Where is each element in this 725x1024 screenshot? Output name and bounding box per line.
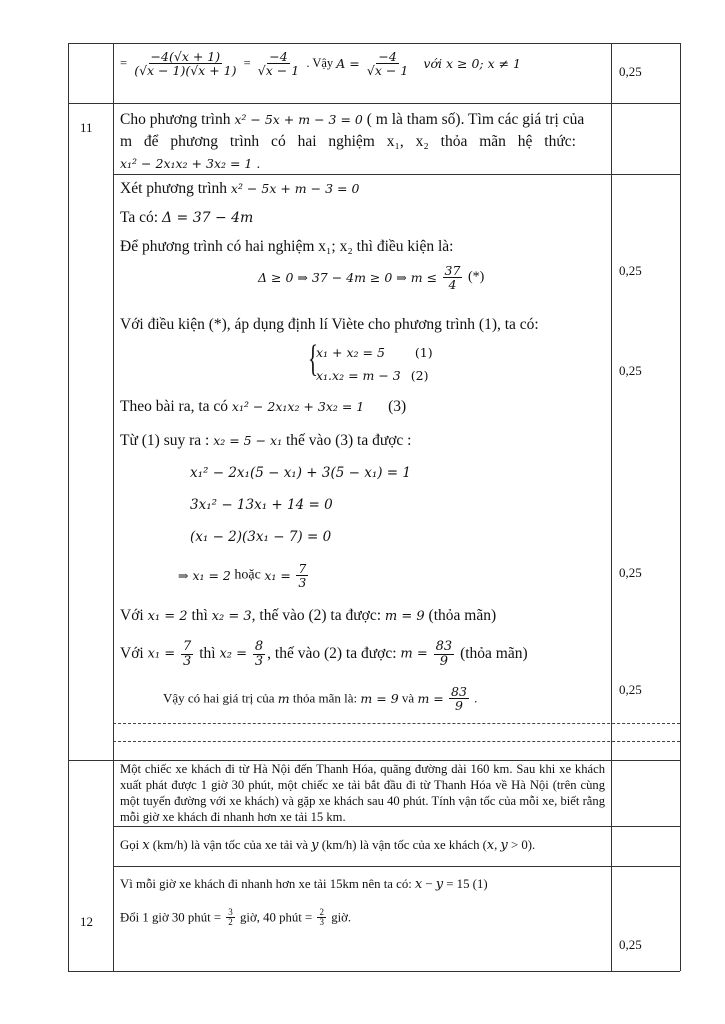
row11-score-4: 0,25 — [619, 682, 642, 697]
row10-bottom-border — [68, 103, 680, 104]
sol-line5: Theo bài ra, ta có x₁² − 2x₁x₂ + 3x₂ = 1 (3) — [120, 398, 407, 415]
row10-equation: = $\frac{-4(√x + 1)}{(√x - 1)(√x + 1)}$ = $\frac{-4}{√x - 1}$ . Vậy A = $\frac{-4}{√x - 1}$ với x ≥ 0; x ≠ 1 — [120, 49, 522, 79]
table-left-border — [68, 43, 69, 971]
step-2: 3x₁² − 13x₁ + 14 = 0 — [190, 497, 333, 513]
table-bottom-border — [68, 971, 680, 972]
row12-score: 0,25 — [619, 937, 642, 952]
sol-line6: Từ (1) suy ra : x₂ = 5 − x₁ thế vào (3) ta được : — [120, 432, 412, 449]
row12-sol-3: Đổi 1 giờ 30 phút = $\frac{3}{2}$ giờ, 40 phút = $\frac{2}{3}$ giờ. — [120, 907, 352, 928]
row11-score-3: 0,25 — [619, 565, 642, 580]
table-col-divider-2 — [611, 43, 612, 971]
row12-problem: Một chiếc xe khách đi từ Hà Nội đến Thanh Hóa, quãng đường dài 160 km. Sau khi xe khách xuất phát được 1 giờ 30 phút, một chiếc xe tải bắt đầu đi từ Thanh Hóa về Hà Nội (trên cùng một tuyến đường với xe khách) và gặp xe khách sau 40 phút. Tính vận tốc của mỗi xe, biết rằng mỗi giờ xe khách đi nhanh hơn xe tải 15 km. — [120, 762, 605, 824]
row12-problem-divider — [113, 826, 680, 827]
system-brace: { — [308, 338, 319, 380]
row11-score-2: 0,25 — [619, 363, 642, 378]
row11-score-1: 0,25 — [619, 263, 642, 278]
final-answer: Vậy có hai giá trị của m thỏa mãn là: m = 9 và m = $\frac{83}{9}$ . — [163, 684, 478, 714]
row12-number: 12 — [80, 914, 93, 929]
row11-number: 11 — [80, 120, 93, 135]
step-3: (x₁ − 2)(3x₁ − 7) = 0 — [190, 529, 332, 545]
system-eq2: x₁.x₂ = m − 3 (2) — [316, 368, 429, 383]
row11-problem-line3: x₁² − 2x₁x₂ + 3x₂ = 1 . — [120, 156, 261, 171]
row11-problem-divider — [113, 174, 680, 175]
row11-dash-divider-2 — [113, 741, 680, 742]
table-right-border — [680, 43, 681, 971]
case-2: Với x₁ = $\frac{7}{3}$ thì x₂ = $\frac{8}{3}$ , thế vào (2) ta được: m = $\frac{83}{9}$ (thỏa mãn) — [120, 639, 528, 669]
sol-line4: Với điều kiện (*), áp dụng định lí Viète cho phương trình (1), ta có: — [120, 316, 539, 333]
sol-condition: Δ ≥ 0 ⇒ 37 − 4m ≥ 0 ⇒ m ≤ $\frac{37}{4}$ (*) — [258, 263, 485, 293]
table-top-border — [68, 43, 680, 44]
row10-score: 0,25 — [619, 64, 642, 79]
sol-line3: Để phương trình có hai nghiệm x₁; x₂ thì điều kiện là: — [120, 238, 454, 255]
row11-problem-line2: m để phương trình có hai nghiệm x₁, x₂ thỏa mãn hệ thức: — [120, 133, 576, 150]
case-1: Với x₁ = 2 thì x₂ = 3, thế vào (2) ta được: m = 9 (thỏa mãn) — [120, 607, 497, 624]
row11-problem-line1: Cho phương trình x² − 5x + m − 3 = 0 ( m là tham số). Tìm các giá trị của — [120, 111, 585, 128]
sol-line2: Ta có: Δ = 37 − 4m — [120, 209, 254, 226]
row12-sol-1: Gọi 𝑥 (km/h) là vận tốc của xe tải và 𝑦 (km/h) là vận tốc của xe khách (𝑥, 𝑦 > 0). — [120, 838, 536, 852]
row12-sol-2: Vì mỗi giờ xe khách đi nhanh hơn xe tải 15km nên ta có: 𝑥 − 𝑦 = 15 (1) — [120, 877, 488, 891]
row12-sol-divider — [113, 866, 680, 867]
table-col-divider-1 — [113, 43, 114, 971]
step-4: ⇒ x₁ = 2 hoặc x₁ = $\frac{7}{3}$ — [178, 561, 307, 591]
sol-line1: Xét phương trình x² − 5x + m − 3 = 0 — [120, 180, 360, 197]
system-eq1: x₁ + x₂ = 5 (1) — [316, 345, 433, 360]
row11-dash-divider-1 — [113, 723, 680, 724]
step-1: x₁² − 2x₁(5 − x₁) + 3(5 − x₁) = 1 — [190, 465, 411, 481]
